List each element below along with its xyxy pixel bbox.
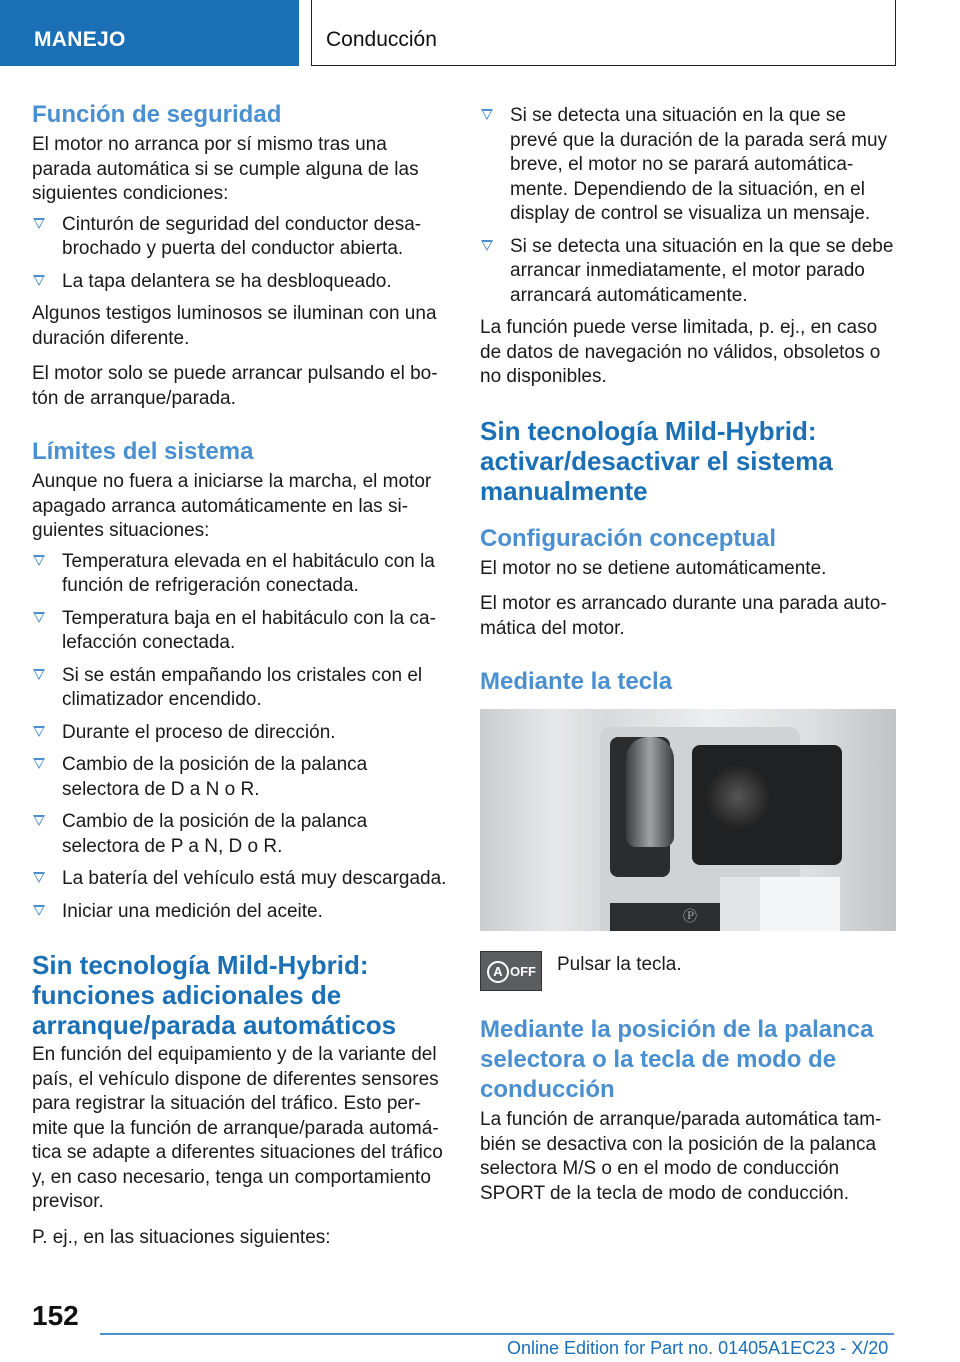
list-item: Cambio de la posición de la palanca selectora de D a N o R. — [32, 753, 448, 802]
paragraph: En función del equipamiento y de la variante del país, el vehículo dispone de diferentes sensores para registrar la situación del tráfico. Esto permite que la función de arranque/parada automática se adapte a diferentes situaciones del tráfico y, en caso necesario, tenga un comportamiento previsor. — [32, 1044, 443, 1212]
control-dial-icon — [706, 765, 770, 829]
list-item: La tapa delantera se ha desbloqueado. — [32, 270, 448, 295]
center-console-photo — [480, 709, 896, 931]
heading-funcion-seguridad: Función de seguridad — [32, 101, 282, 128]
paragraph: El motor es arrancado durante una parada automática del motor. — [480, 593, 887, 639]
auto-start-stop-off-icon: A OFF — [480, 951, 542, 991]
footer-divider — [100, 1333, 894, 1335]
triangle-bullet-icon — [33, 218, 45, 229]
parking-brake-icon: Ⓟ — [683, 908, 697, 924]
paragraph: La función puede verse limitada, p. ej., en caso de datos de navegación no válidos, obsoletos o no disponibles. — [480, 317, 881, 387]
list-item: Si se están empañando los cristales con el climatizador encendido. — [32, 664, 448, 713]
triangle-bullet-icon — [33, 669, 45, 680]
off-caption: Pulsar la tecla. — [557, 954, 682, 975]
paragraph: El motor solo se puede arrancar pulsando el botón de arranque/parada. — [32, 363, 438, 409]
bullet-list — [480, 104, 896, 308]
heading-activar-desactivar: Sin tecnología Mild-Hybrid: activar/desactivar el sistema manualmente — [480, 415, 833, 506]
triangle-bullet-icon — [33, 758, 45, 769]
page-number: 152 — [32, 1300, 79, 1331]
paragraph: El motor no arranca por sí mismo tras una parada automática si se cumple alguna de las siguientes condiciones: — [32, 134, 419, 204]
edition-footer: Online Edition for Part no. 01405A1EC23 - X/20 — [507, 1338, 889, 1358]
triangle-bullet-icon — [33, 726, 45, 737]
triangle-bullet-icon — [33, 275, 45, 286]
paragraph: Aunque no fuera a iniciarse la marcha, el motor apagado arranca automáticamente en las siguientes situaciones: — [32, 471, 432, 541]
page-header — [0, 0, 960, 66]
gear-selector-icon — [626, 737, 674, 847]
off-button-row — [480, 951, 896, 997]
triangle-bullet-icon — [33, 555, 45, 566]
triangle-bullet-icon — [33, 905, 45, 916]
left-column — [32, 100, 448, 1250]
heading-mediante-tecla: Mediante la tecla — [480, 668, 673, 695]
list-item: Iniciar una medición del aceite. — [32, 900, 448, 925]
heading-configuracion-conceptual: Configuración conceptual — [480, 524, 777, 552]
heading-limites-sistema: Límites del sistema — [32, 438, 254, 465]
bullet-list — [32, 213, 448, 295]
list-item: Temperatura elevada en el habitáculo con la función de refrigeración conectada. — [32, 550, 448, 599]
chapter-tab — [0, 0, 299, 66]
paragraph: P. ej., en las situaciones siguientes: — [32, 1226, 331, 1248]
heading-funciones-adicionales: Sin tecnología Mild-Hybrid: funciones adicionales de arranque/parada automáticos — [32, 950, 397, 1040]
triangle-bullet-icon — [33, 612, 45, 623]
paragraph: Algunos testigos luminosos se iluminan con una duración diferente. — [32, 303, 437, 349]
list-item: Cambio de la posición de la palanca selectora de P a N, D o R. — [32, 810, 448, 859]
section-box — [311, 0, 896, 66]
chapter-label: MANEJO — [34, 28, 126, 51]
right-column — [480, 100, 896, 1206]
heading-posicion-palanca: Mediante la posición de la palanca selectora o la tecla de modo de conducción — [480, 1016, 874, 1103]
list-item: Temperatura baja en el habitáculo con la calefacción conectada. — [32, 607, 448, 656]
triangle-bullet-icon — [33, 815, 45, 826]
bullet-list — [32, 550, 448, 925]
triangle-bullet-icon — [481, 109, 493, 120]
paragraph: El motor no se detiene automáticamente. — [480, 557, 827, 579]
triangle-bullet-icon — [481, 240, 493, 251]
list-item: Si se detecta una situación en la que se prevé que la duración de la parada será muy breve, el motor no se parará automáticamente. Dependiendo de la situación, en el display de control se visualiza un mensaje. — [480, 104, 896, 227]
triangle-bullet-icon — [33, 872, 45, 883]
list-item: Durante el proceso de dirección. — [32, 721, 448, 746]
list-item: Cinturón de seguridad del conductor desabrochado y puerta del conductor abierta. — [32, 213, 448, 262]
list-item: Si se detecta una situación en la que se debe arrancar inmediatamente, el motor parado arrancará automáticamente. — [480, 235, 896, 309]
paragraph: La función de arranque/parada automática también se desactiva con la posición de la palanca selectora M/S o en el modo de conducción SPORT de la tecla de modo de conducción. — [480, 1109, 882, 1204]
list-item: La batería del vehículo está muy descargada. — [32, 867, 448, 892]
section-title: Conducción — [326, 28, 437, 51]
